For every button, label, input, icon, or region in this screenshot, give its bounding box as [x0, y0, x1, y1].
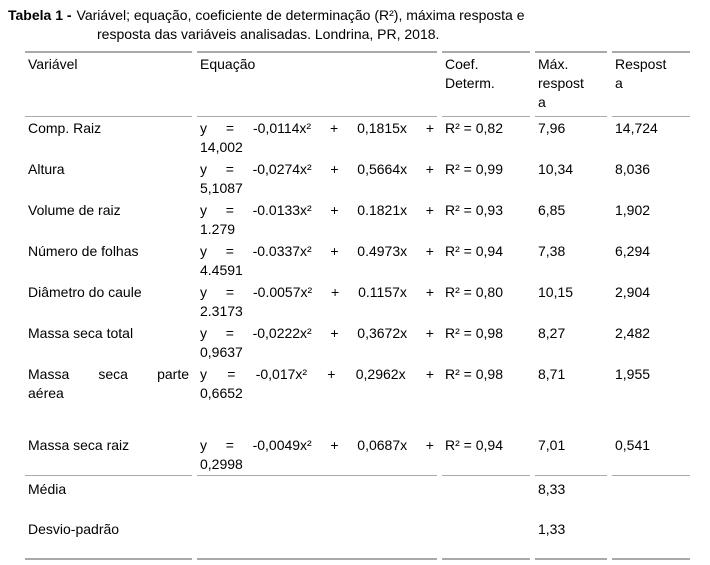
cell-line: Massa seca total [28, 325, 134, 341]
cell-line: Desvio-padrão [28, 521, 120, 537]
header-cell-max-resposta [535, 51, 607, 117]
cell-line: Volume de raiz [28, 202, 121, 218]
cell-max-resposta [535, 518, 607, 560]
cell-equacao [197, 199, 437, 240]
cell-line: R² = 0,98 [445, 325, 503, 341]
cell-line: 1,955 [615, 366, 651, 382]
cell-line: 7,96 [538, 120, 566, 136]
cell-line: R² = 0,98 [445, 366, 503, 382]
table-row [25, 434, 690, 475]
cell-line: 4.4591 [200, 262, 243, 278]
cell-line: Massa seca parte [28, 366, 189, 382]
cell-coef-determ [442, 363, 530, 434]
table-row [25, 322, 690, 363]
cell-line: Massa seca raiz [28, 437, 130, 453]
cell-variavel [25, 281, 192, 322]
cell-max-resposta [535, 281, 607, 322]
cell-line: 2,482 [615, 325, 651, 341]
cell-line: Coef. [445, 56, 479, 72]
cell-line: R² = 0,94 [445, 437, 503, 453]
cell-line: 6,294 [615, 243, 651, 259]
cell-line: 0,541 [615, 437, 651, 453]
cell-line: Equação [200, 56, 256, 72]
cell-line: 0,6652 [200, 385, 243, 401]
cell-variavel [25, 434, 192, 475]
caption-text: Variável; equação, coeficiente de determinação (R²), máxima resposta e [76, 7, 525, 23]
header-row [25, 51, 690, 117]
cell-line: y = -0,0222x² + 0,3672x + [200, 325, 434, 341]
cell-max-resposta [535, 475, 607, 518]
summary-row [25, 518, 690, 560]
table-row [25, 363, 690, 434]
cell-line: y = -0,017x² + 0,2962x + [200, 366, 434, 382]
cell-line: 1,902 [615, 202, 651, 218]
cell-line: 14,724 [615, 120, 658, 136]
cell-line: y = -0.0133x² + 0.1821x + [200, 202, 434, 218]
table-row [25, 199, 690, 240]
cell-coef-determ [442, 117, 530, 158]
cell-variavel [25, 518, 192, 560]
cell-equacao [197, 158, 437, 199]
cell-line: Máx. [538, 56, 569, 72]
cell-max-resposta [535, 240, 607, 281]
cell-coef-determ [442, 434, 530, 475]
cell-resposta [612, 475, 690, 518]
cell-variavel [25, 117, 192, 158]
cell-resposta [612, 199, 690, 240]
cell-equacao [197, 475, 437, 518]
cell-equacao [197, 281, 437, 322]
table-row [25, 281, 690, 322]
cell-line: R² = 0,80 [445, 284, 503, 300]
cell-resposta [612, 117, 690, 158]
cell-line: 8,33 [538, 481, 566, 497]
results-table [20, 51, 695, 560]
cell-line: 10,34 [538, 161, 574, 177]
cell-max-resposta [535, 199, 607, 240]
cell-equacao [197, 363, 437, 434]
cell-resposta [612, 281, 690, 322]
cell-equacao [197, 117, 437, 158]
cell-coef-determ [442, 475, 530, 518]
cell-line: respost [538, 75, 584, 91]
header-cell-resposta [612, 51, 690, 117]
cell-line: R² = 0,94 [445, 243, 503, 259]
cell-resposta [612, 363, 690, 434]
cell-line: 0,9637 [200, 344, 243, 360]
cell-line: 2.3173 [200, 303, 243, 319]
cell-line: 6,85 [538, 202, 566, 218]
cell-coef-determ [442, 322, 530, 363]
cell-variavel [25, 240, 192, 281]
cell-line: 1.279 [200, 221, 236, 237]
cell-line: 10,15 [538, 284, 574, 300]
header-cell-variavel [25, 51, 192, 117]
cell-line: y = -0.0337x² + 0.4973x + [200, 243, 434, 259]
cell-coef-determ [442, 281, 530, 322]
cell-resposta [612, 158, 690, 199]
cell-equacao [197, 518, 437, 560]
cell-line: aérea [28, 385, 64, 401]
cell-resposta [612, 434, 690, 475]
table-row [25, 117, 690, 158]
header-cell-coef-determ [442, 51, 530, 117]
cell-line: Altura [28, 161, 65, 177]
cell-variavel [25, 363, 192, 434]
header-cell-equacao [197, 51, 437, 117]
cell-coef-determ [442, 158, 530, 199]
cell-variavel [25, 322, 192, 363]
cell-line: 2,904 [615, 284, 651, 300]
cell-line: a [615, 75, 623, 91]
cell-line: 8,036 [615, 161, 651, 177]
cell-line: Variável [28, 56, 78, 72]
cell-line: a [538, 94, 546, 110]
cell-line: 8,71 [538, 366, 566, 382]
cell-line: R² = 0,82 [445, 120, 503, 136]
cell-resposta [612, 240, 690, 281]
table-caption [8, 6, 702, 44]
cell-line: Média [28, 481, 67, 497]
cell-line: R² = 0,99 [445, 161, 503, 177]
cell-equacao [197, 434, 437, 475]
cell-line: 14,002 [200, 139, 243, 155]
cell-line: Diâmetro do caule [28, 284, 142, 300]
cell-line: 1,33 [538, 521, 566, 537]
cell-equacao [197, 322, 437, 363]
cell-line: y = -0,0049x² + 0,0687x + [200, 437, 434, 453]
cell-variavel [25, 475, 192, 518]
cell-max-resposta [535, 363, 607, 434]
cell-variavel [25, 199, 192, 240]
cell-max-resposta [535, 322, 607, 363]
cell-coef-determ [442, 518, 530, 560]
table-row [25, 240, 690, 281]
summary-row [25, 475, 690, 518]
cell-line: R² = 0,93 [445, 202, 503, 218]
cell-line: Determ. [445, 75, 495, 91]
cell-max-resposta [535, 434, 607, 475]
caption-line-2: resposta das variáveis analisadas. Londrina, PR, 2018. [97, 26, 440, 42]
cell-line: 8,27 [538, 325, 566, 341]
cell-coef-determ [442, 240, 530, 281]
cell-line: y = -0,0274x² + 0,5664x + [200, 161, 434, 177]
cell-line: Comp. Raiz [28, 120, 102, 136]
cell-max-resposta [535, 117, 607, 158]
table-row [25, 158, 690, 199]
cell-coef-determ [442, 199, 530, 240]
cell-max-resposta [535, 158, 607, 199]
cell-line: Respost [615, 56, 667, 72]
cell-line: 7,38 [538, 243, 566, 259]
caption-table-number: Tabela 1 - [8, 7, 72, 23]
cell-line: 7,01 [538, 437, 566, 453]
cell-line: Número de folhas [28, 243, 139, 259]
caption-line-1 [8, 6, 702, 25]
cell-line: y = -0,0114x² + 0,1815x + [200, 120, 434, 136]
cell-equacao [197, 240, 437, 281]
cell-line: 0,2998 [200, 456, 243, 472]
cell-variavel [25, 158, 192, 199]
cell-line: y = -0.0057x² + 0.1157x + [200, 284, 434, 300]
cell-resposta [612, 518, 690, 560]
cell-resposta [612, 322, 690, 363]
cell-line: 5,1087 [200, 180, 243, 196]
